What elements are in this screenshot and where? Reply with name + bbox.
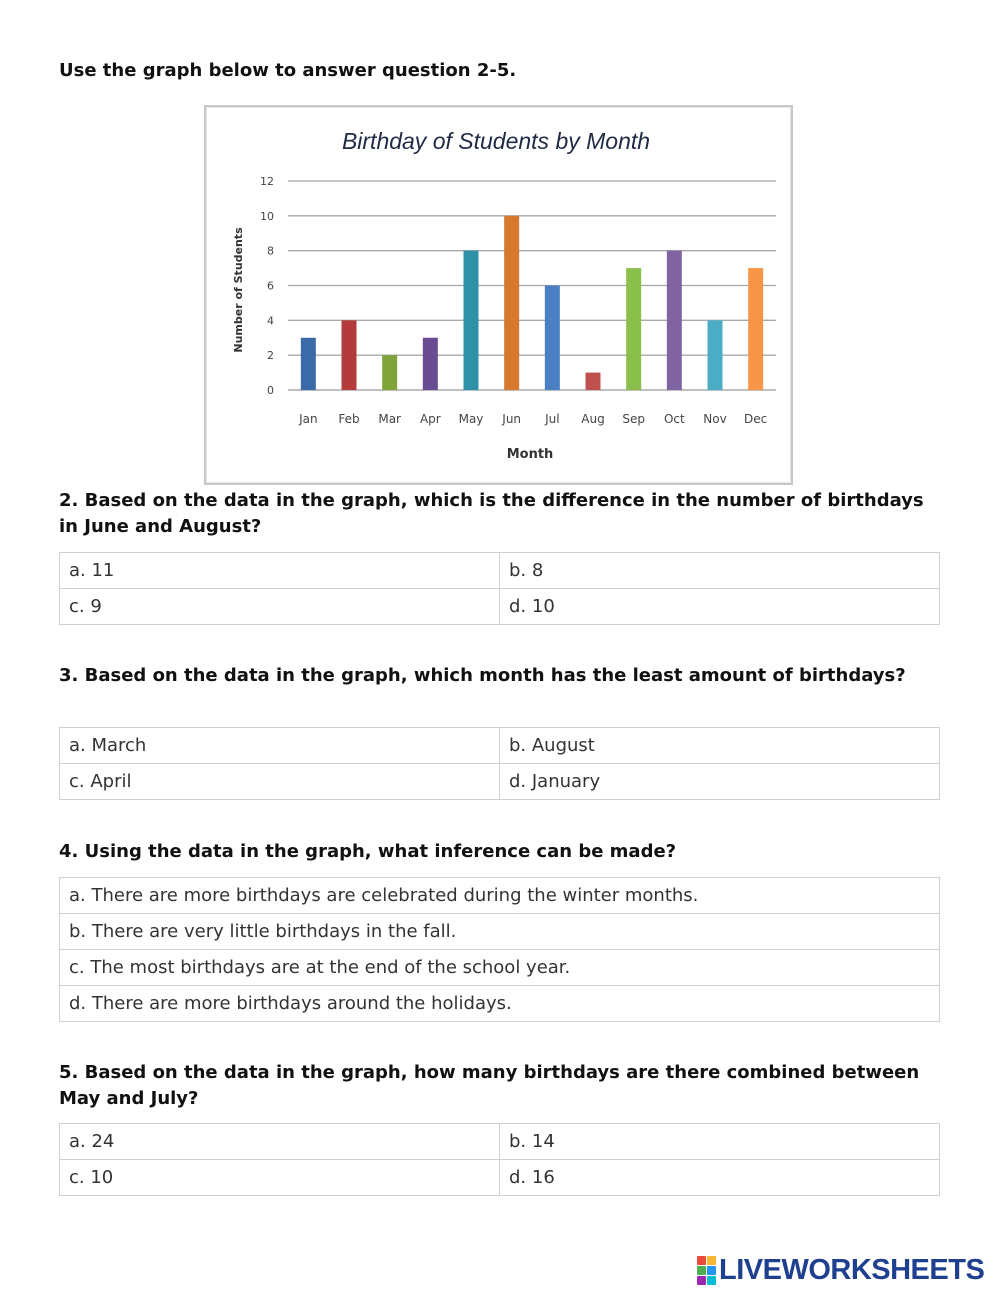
y-tick-label: 4 xyxy=(267,314,274,328)
question-5-options xyxy=(59,1123,940,1196)
question-3-options xyxy=(59,727,940,800)
x-axis-label: Month xyxy=(506,447,554,462)
option-b[interactable]: b. There are very little birthdays in the fall. xyxy=(60,914,940,950)
question-4-options xyxy=(59,877,940,1022)
question-2: 2. Based on the data in the graph, which is the difference in the number of birthdays in June and August? xyxy=(59,490,924,537)
option-a[interactable]: a. 24 xyxy=(60,1124,500,1160)
y-tick-label: 12 xyxy=(260,175,274,188)
x-tick-label: Oct xyxy=(663,412,685,426)
liveworksheets-logo xyxy=(697,1254,984,1286)
bar-chart xyxy=(204,105,793,485)
option-b[interactable]: b. 8 xyxy=(500,553,940,589)
x-tick-label: Apr xyxy=(419,412,441,426)
x-tick-label: Nov xyxy=(703,412,727,426)
option-d[interactable]: d. There are more birthdays around the holidays. xyxy=(60,986,940,1022)
x-tick-label: May xyxy=(458,412,484,426)
bar-dec xyxy=(748,268,763,390)
logo-block xyxy=(707,1276,716,1285)
x-tick-label: Dec xyxy=(744,412,768,426)
logo-blocks-icon xyxy=(697,1256,716,1285)
bar-feb xyxy=(342,320,357,390)
y-axis-label: Number of Students xyxy=(232,227,245,353)
x-tick-label: Jan xyxy=(299,412,318,426)
option-c[interactable]: c. 9 xyxy=(60,589,500,625)
question-2-options xyxy=(59,552,940,625)
question-3: 3. Based on the data in the graph, which month has the least amount of birthdays? xyxy=(59,665,906,686)
chart-title: Birthday of Students by Month xyxy=(341,128,651,154)
option-a[interactable]: a. 11 xyxy=(60,553,500,589)
bar-apr xyxy=(423,338,438,390)
y-tick-label: 8 xyxy=(267,244,274,258)
question-5: 5. Based on the data in the graph, how many birthdays are there combined between May and July? xyxy=(59,1062,920,1109)
option-c[interactable]: c. April xyxy=(60,764,500,800)
logo-block xyxy=(697,1266,706,1275)
bar-mar xyxy=(382,355,397,390)
bar-jun xyxy=(504,216,519,390)
logo-block xyxy=(707,1266,716,1275)
x-tick-label: Jul xyxy=(545,412,560,426)
option-b[interactable]: b. 14 xyxy=(500,1124,940,1160)
x-tick-label: Jun xyxy=(502,412,522,426)
x-tick-label: Sep xyxy=(622,412,645,426)
option-b[interactable]: b. August xyxy=(500,728,940,764)
question-4: 4. Using the data in the graph, what inference can be made? xyxy=(59,841,677,862)
y-tick-label: 6 xyxy=(267,279,274,293)
option-a[interactable]: a. There are more birthdays are celebrated during the winter months. xyxy=(60,878,940,914)
x-tick-label: Aug xyxy=(581,412,605,426)
bar-aug xyxy=(586,373,601,390)
y-tick-label: 10 xyxy=(260,209,274,223)
instruction-text: Use the graph below to answer question 2-5. xyxy=(59,60,517,81)
x-tick-label: Mar xyxy=(378,412,401,426)
option-d[interactable]: d. January xyxy=(500,764,940,800)
bar-chart-svg xyxy=(206,107,791,483)
bar-jul xyxy=(545,286,560,391)
logo-text: LIVEWORKSHEETS xyxy=(719,1253,985,1286)
y-tick-label: 0 xyxy=(267,384,274,397)
option-c[interactable]: c. The most birthdays are at the end of the school year. xyxy=(60,950,940,986)
x-tick-label: Feb xyxy=(338,412,360,426)
y-tick-label: 2 xyxy=(267,349,274,363)
bar-nov xyxy=(708,320,723,390)
bar-may xyxy=(464,251,479,390)
logo-block xyxy=(707,1256,716,1265)
option-a[interactable]: a. March xyxy=(60,728,500,764)
option-d[interactable]: d. 16 xyxy=(500,1160,940,1196)
logo-block xyxy=(697,1276,706,1285)
bar-sep xyxy=(626,268,641,390)
option-d[interactable]: d. 10 xyxy=(500,589,940,625)
bar-oct xyxy=(667,251,682,390)
option-c[interactable]: c. 10 xyxy=(60,1160,500,1196)
logo-block xyxy=(697,1256,706,1265)
bar-jan xyxy=(301,338,316,390)
